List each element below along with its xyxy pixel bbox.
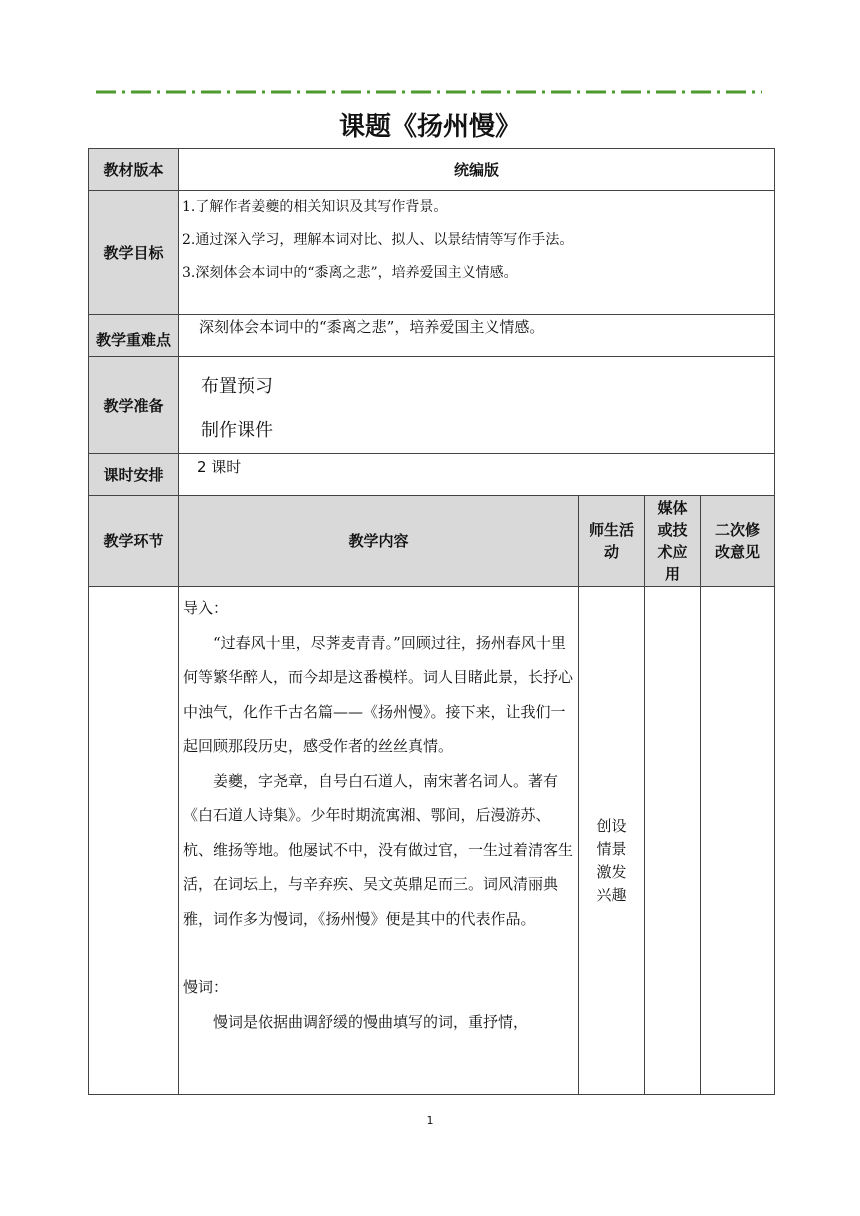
slow-ci-paragraph: 慢词是依据曲调舒缓的慢曲填写的词，重抒情， xyxy=(213,1012,529,1031)
preparation-list xyxy=(179,357,775,454)
activity-line: 兴趣 xyxy=(596,885,627,904)
difficulty-row xyxy=(89,315,775,357)
preparation-item: 制作课件 xyxy=(201,420,273,441)
page-title: 课题《扬州慢》 xyxy=(338,112,521,142)
revision-cell xyxy=(701,587,775,1095)
media-header xyxy=(645,496,701,587)
objective-item: 2.通过深入学习，理解本词对比、拟人、以景结情等写作手法。 xyxy=(182,232,574,248)
difficulty-label: 教学重难点 xyxy=(89,315,179,357)
lesson-plan-table xyxy=(88,148,775,1095)
media-cell xyxy=(645,587,701,1095)
media-header-line: 或技 xyxy=(657,521,688,539)
media-header-line: 术应 xyxy=(657,543,688,561)
media-header-line: 用 xyxy=(664,565,680,583)
slow-ci-label: 慢词： xyxy=(183,978,229,996)
intro-label: 导入： xyxy=(183,599,229,617)
preparation-item: 布置预习 xyxy=(201,376,273,397)
edition-row xyxy=(89,149,775,191)
column-header-row xyxy=(89,496,775,587)
objective-item: 3.深刻体会本词中的“黍离之悲”，培养爱国主义情感。 xyxy=(182,265,518,281)
revision-header-line: 改意见 xyxy=(715,543,761,561)
activity-header-line: 动 xyxy=(603,543,619,561)
content-header: 教学内容 xyxy=(179,496,579,587)
page-number: 1 xyxy=(426,1114,434,1127)
activity-header-line: 师生活 xyxy=(588,521,634,539)
stage-cell xyxy=(89,587,179,1095)
schedule-row xyxy=(89,454,775,496)
activity-line: 激发 xyxy=(596,862,627,881)
objectives-row xyxy=(89,191,775,315)
content-cell xyxy=(179,587,579,1095)
edition-label: 教材版本 xyxy=(89,149,179,191)
edition-value: 统编版 xyxy=(179,149,775,191)
objectives-label: 教学目标 xyxy=(89,191,179,315)
blank-line xyxy=(183,936,574,970)
activity-line: 创设 xyxy=(596,816,627,835)
activity-line: 情景 xyxy=(596,839,627,858)
revision-header xyxy=(701,496,775,587)
revision-header-line: 二次修 xyxy=(715,521,761,539)
author-paragraph: 姜夔，字尧章，自号白石道人，南宋著名词人。著有《白石道人诗集》。少年时期流寓湘、鄂间，后漫游苏、杭、维扬等地。他屡试不中，没有做过官，一生过着清客生活，在词坛上，与辛弃疾、吴文英鼎足而三。词风清丽典雅，词作多为慢词，《扬州慢》便是其中的代表作品。 xyxy=(183,771,574,928)
activity-header xyxy=(579,496,645,587)
decorative-dashed-rule xyxy=(96,86,762,98)
schedule-value: 2 课时 xyxy=(179,454,775,496)
stage-header: 教学环节 xyxy=(89,496,179,587)
schedule-label: 课时安排 xyxy=(89,454,179,496)
media-header-line: 媒体 xyxy=(657,499,688,517)
content-row xyxy=(89,587,775,1095)
objective-item: 1.了解作者姜夔的相关知识及其写作背景。 xyxy=(182,199,448,215)
preparation-label: 教学准备 xyxy=(89,357,179,454)
activity-cell xyxy=(579,587,645,1095)
objectives-list xyxy=(179,191,775,315)
preparation-row xyxy=(89,357,775,454)
intro-paragraph: “过春风十里，尽荠麦青青。”回顾过往，扬州春风十里何等繁华醉人，而今却是这番模样。词人目睹此景，长抒心中浊气，化作千古名篇——《扬州慢》。接下来，让我们一起回顾那段历史，感受作者的丝丝真情。 xyxy=(183,633,574,755)
difficulty-value: 深刻体会本词中的“黍离之悲”，培养爱国主义情感。 xyxy=(179,315,775,357)
